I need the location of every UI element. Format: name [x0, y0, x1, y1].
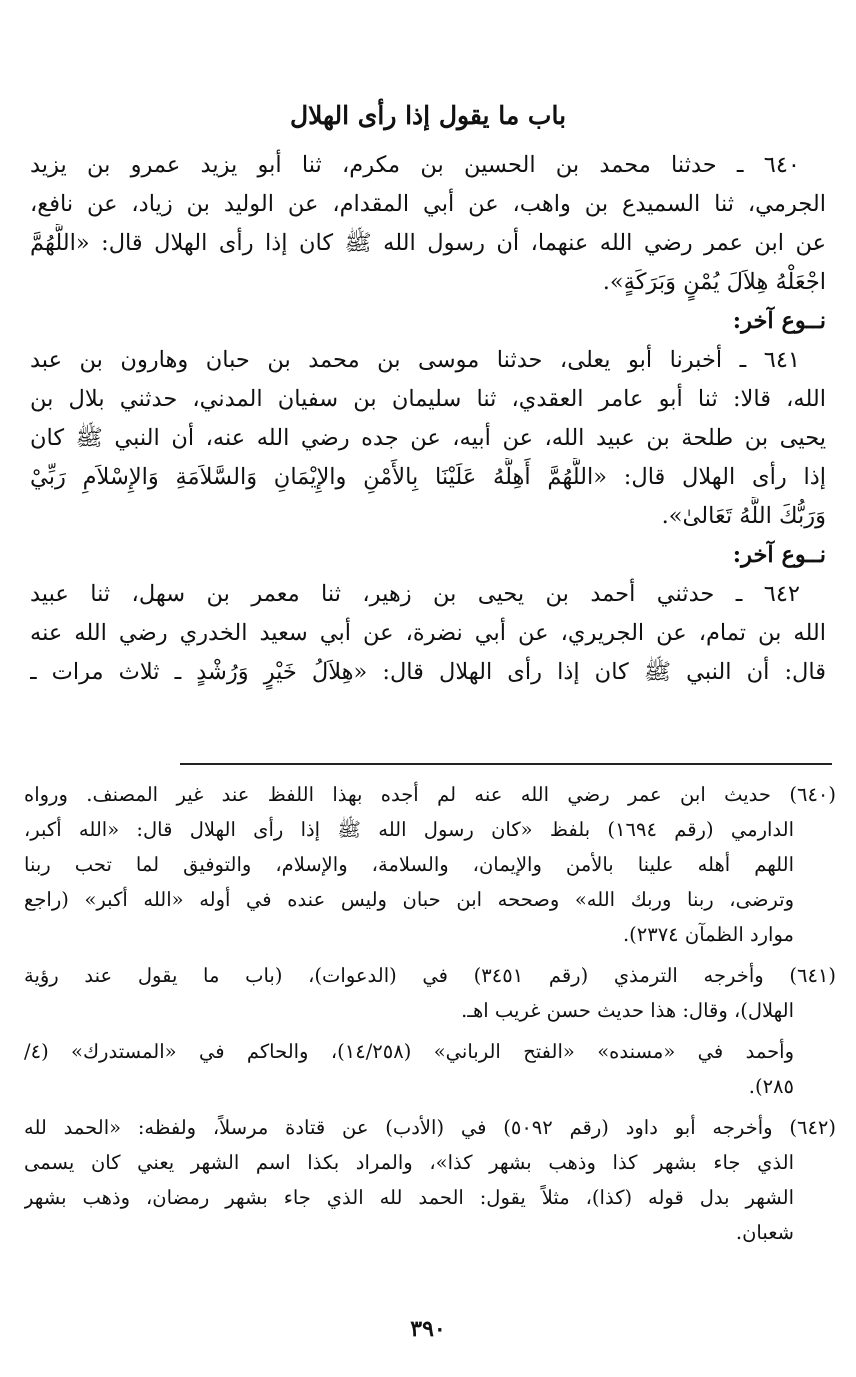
footnote-640	[24, 777, 836, 952]
footnote-line: موارد الظمآن ٢٣٧٤).	[622, 923, 794, 946]
body-line: الله، قالا: ثنا أبو عامر العقدي، ثنا سليمان بن سفيان المدني، حدثني بلال بن	[30, 386, 826, 412]
footnote-divider	[180, 763, 832, 765]
body-line: ٦٤١ ـ أخبرنا أبو يعلى، حدثنا موسى بن محمد بن حبان وهارون بن عبد	[30, 347, 800, 373]
footnote-641-continued	[24, 1034, 836, 1104]
body-line: الله بن تمام، عن الجريري، عن أبي نضرة، عن أبي سعيد الخدري رضي الله عنه	[30, 620, 826, 646]
body-line: عن ابن عمر رضي الله عنهما، أن رسول الله ﷺ كان إذا رأى الهلال قال: «اللَّهُمَّ	[30, 230, 826, 256]
footnote-line: (٦٤١) وأخرجه الترمذي (رقم ٣٤٥١) في (الدعوات)، (باب ما يقول عند رؤية	[24, 964, 836, 987]
body-line: اجْعَلْهُ هِلاَلَ يُمْنٍ وَبَرَكَةٍ».	[602, 269, 826, 295]
footnotes	[24, 777, 836, 1256]
footnote-line: وأحمد في «مسنده» «الفتح الرباني» (١٤/٢٥٨)، والحاكم في «المستدرك» (٤/	[24, 1040, 794, 1063]
footnote-line: الهلال)، وقال: هذا حديث حسن غريب اهـ.	[461, 999, 794, 1022]
footnote-641	[24, 958, 836, 1028]
footnote-line: (٦٤٠) حديث ابن عمر رضي الله عنه لم أجده بهذا اللفظ عند غير المصنف. ورواه	[24, 783, 836, 806]
body-line: ٦٤٢ ـ حدثني أحمد بن يحيى بن زهير، ثنا معمر بن سهل، ثنا عبيد	[30, 581, 800, 607]
footnote-line: (٦٤٢) وأخرجه أبو داود (رقم ٥٠٩٢) في (الأدب) عن قتادة مرسلاً، ولفظه: «الحمد لله	[24, 1116, 836, 1139]
section-heading: نــوع آخر:	[732, 308, 826, 334]
footnote-line: وترضى، ربنا وربك الله» وصححه ابن حبان وليس عنده في أوله «الله أكبر» (راجع	[24, 888, 794, 911]
section-heading: نــوع آخر:	[732, 542, 826, 568]
footnote-line: الذي جاء بشهر كذا وذهب بشهر كذا»، والمراد بكذا اسم الشهر يعني كان يسمى	[24, 1151, 794, 1174]
footnote-line: ٢٨٥).	[748, 1075, 794, 1098]
body-line: الجرمي، ثنا السميدع بن واهب، عن أبي المقدام، عن الوليد بن زياد، عن نافع،	[30, 191, 826, 217]
body-line: قال: أن النبي ﷺ كان إذا رأى الهلال قال: «هِلاَلُ خَيْرٍ وَرُشْدٍ ـ ثلاث مرات ـ	[30, 659, 826, 685]
footnote-line: الدارمي (رقم ١٦٩٤) بلفظ «كان رسول الله ﷺ إذا رأى الهلال قال: «الله أكبر،	[24, 818, 794, 841]
body-line: ٦٤٠ ـ حدثنا محمد بن الحسين بن مكرم، ثنا أبو يزيد عمرو بن يزيد	[30, 152, 800, 178]
footnote-line: الشهر بدل قوله (كذا)، مثلاً يقول: الحمد لله الذي جاء بشهر رمضان، وذهب بشهر	[24, 1186, 794, 1209]
main-text	[30, 146, 826, 692]
chapter-title: باب ما يقول إذا رأى الهلال	[289, 101, 567, 130]
body-line: وَرَبُّكَ اللَّهُ تَعَالىٰ».	[661, 503, 826, 529]
body-line: إذا رأى الهلال قال: «اللَّهُمَّ أَهِلَّهُ عَلَيْنَا بِالأَمْنِ والإِيْمَانِ وَالسَّلاَمَةِ وَالإِسْلاَمِ رَبِّيْ	[30, 464, 826, 490]
body-line: يحيى بن طلحة بن عبيد الله، عن أبيه، عن جده رضي الله عنه، أن النبي ﷺ كان	[30, 425, 826, 451]
footnote-line: اللهم أهله علينا بالأمن والإيمان، والسلامة، والإسلام، والتوفيق لما تحب ربنا	[24, 853, 794, 876]
footnote-line: شعبان.	[735, 1221, 794, 1244]
page-number: ٣٩٠	[410, 1316, 446, 1342]
footnote-642	[24, 1110, 836, 1250]
